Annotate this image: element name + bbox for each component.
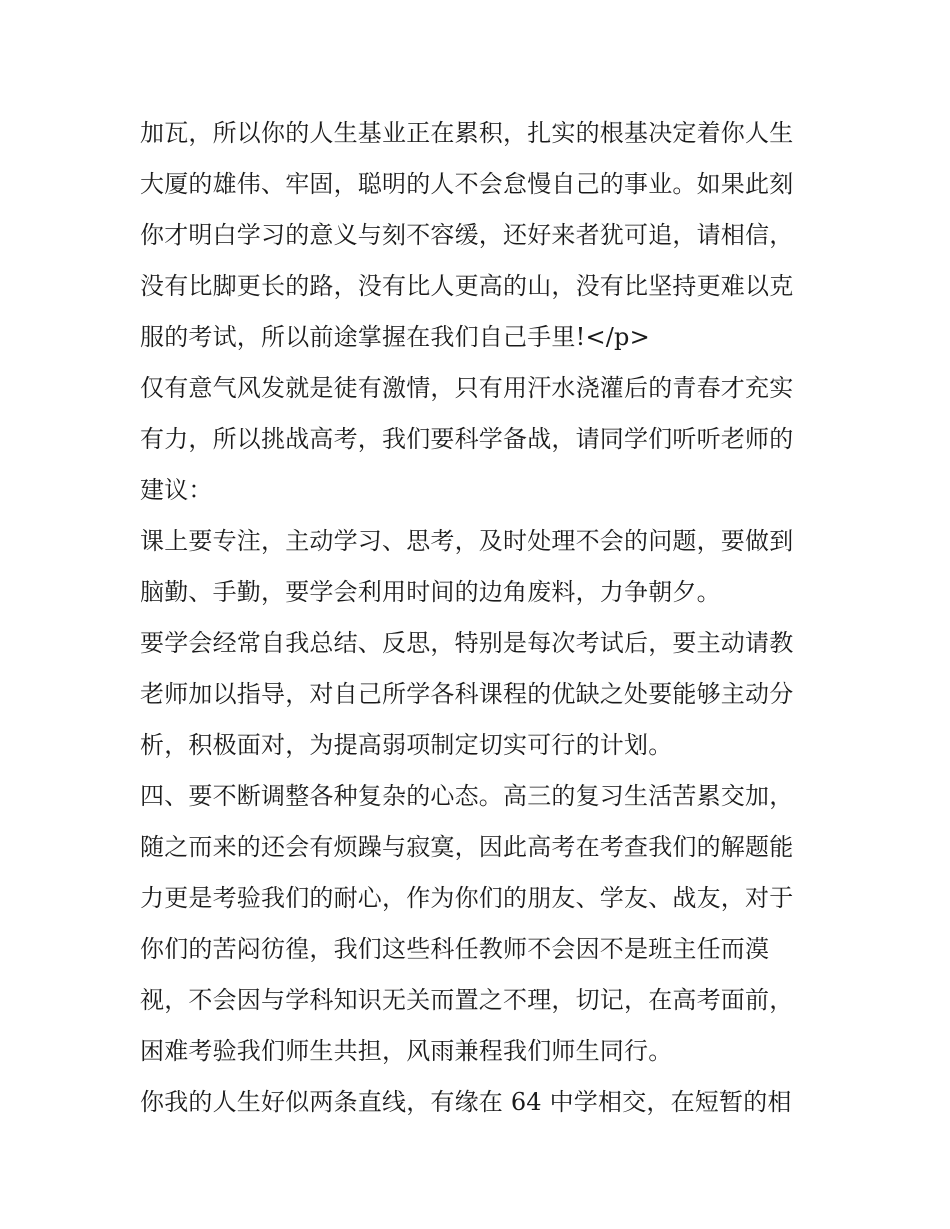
text-line: 你们的苦闷彷徨，我们这些科任教师不会因不是班主任而漠 bbox=[140, 935, 770, 963]
text-line: 加瓦，所以你的人生基业正在累积，扎实的根基决定着你人生 bbox=[140, 119, 794, 147]
text-line: 随之而来的还会有烦躁与寂寞，因此高考在考查我们的解题能 bbox=[140, 833, 794, 861]
text-line: 老师加以指导，对自己所学各科课程的优缺之处要能够主动分 bbox=[140, 680, 794, 708]
text-line: 大厦的雄伟、牢固，聪明的人不会怠慢自己的事业。如果此刻 bbox=[140, 170, 794, 198]
text-line: 建议： bbox=[140, 476, 213, 504]
text-line: 你我的人生好似两条直线，有缘在 64 中学相交，在短暂的相 bbox=[140, 1088, 792, 1116]
text-line: 四、要不断调整各种复杂的心态。高三的复习生活苦累交加， bbox=[140, 782, 794, 810]
text-line: 困难考验我们师生共担，风雨兼程我们师生同行。 bbox=[140, 1037, 673, 1065]
text-line: 要学会经常自我总结、反思，特别是每次考试后，要主动请教 bbox=[140, 629, 794, 657]
text-line: 析，积极面对，为提高弱项制定切实可行的计划。 bbox=[140, 731, 673, 759]
document-body bbox=[140, 108, 820, 1128]
text-line: 有力，所以挑战高考，我们要科学备战，请同学们听听老师的 bbox=[140, 425, 794, 453]
text-line: 没有比脚更长的路，没有比人更高的山，没有比坚持更难以克 bbox=[140, 272, 794, 300]
text-line: 课上要专注，主动学习、思考，及时处理不会的问题，要做到 bbox=[140, 527, 794, 555]
text-line: 视，不会因与学科知识无关而置之不理，切记，在高考面前， bbox=[140, 986, 794, 1014]
text-line: 脑勤、手勤，要学会利用时间的边角废料，力争朝夕。 bbox=[140, 578, 721, 606]
text-line: 仅有意气风发就是徒有激情，只有用汗水浇灌后的青春才充实 bbox=[140, 374, 794, 402]
text-line: 力更是考验我们的耐心，作为你们的朋友、学友、战友，对于 bbox=[140, 884, 794, 912]
text-line: 你才明白学习的意义与刻不容缓，还好来者犹可追，请相信， bbox=[140, 221, 794, 249]
text-line: 服的考试，所以前途掌握在我们自己手里!</p> bbox=[140, 323, 650, 351]
